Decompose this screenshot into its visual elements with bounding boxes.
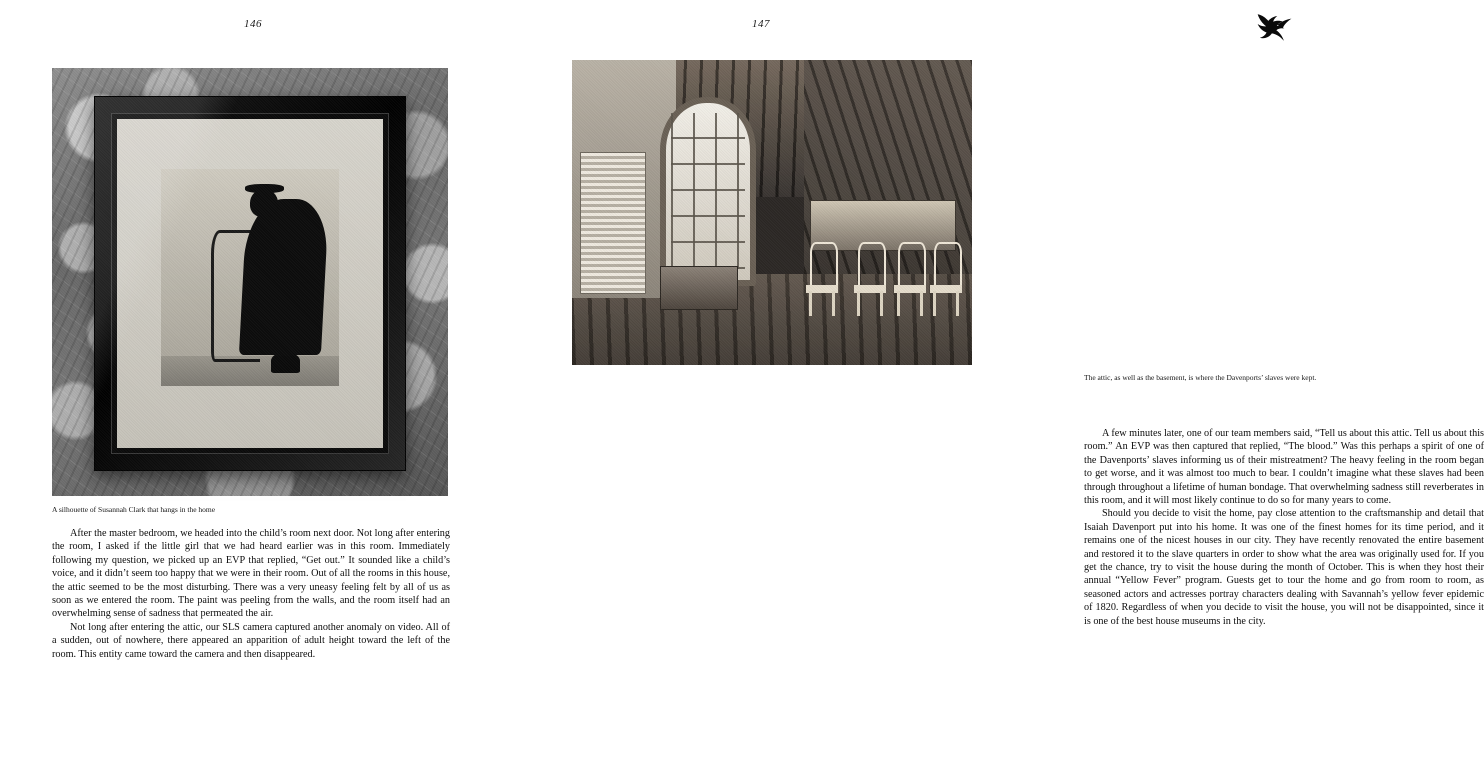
paragraph: Not long after entering the attic, our SLS camera captured another anomaly on video. All of a sudden, out of nowhere, there appeared an apparition of adult height toward the left of the room. This entity came toward the camera and then disappeared. xyxy=(52,621,450,660)
attic-interior-photo xyxy=(572,60,972,365)
paragraph: A few minutes later, one of our team members said, “Tell us about this attic. Tell us about this room.” An EVP was then captured that replied, “The blood.” Was this perhaps a spirit of one of the Davenports’ slaves informing us of their mistreatment? The heavy feeling in the room began to get worse, and it was almost too much to bear. I couldn’t imagine what these slaves had been through throughout a lifetime of human bondage. That overwhelming sadness still reverberates in this room, and it will most likely continue to do so for many years to come. xyxy=(1084,428,1484,507)
page-number-right: 147 xyxy=(752,18,770,30)
attic-chair xyxy=(804,242,840,316)
frame-mat xyxy=(117,119,383,448)
page-number-left: 146 xyxy=(244,18,262,30)
paragraph: After the master bedroom, we headed into the child’s room next door. Not long after entering the room, I asked if the little girl that we had heard earlier was in this room. Immediately following my question, we picked up an EVP that replied, “Get out.” It sounded like a child’s voice, and it didn’t seem too happy that we were in their room. Out of all the rooms in this house, the attic seemed to be the most disturbing. There was a very uneasy feeling felt by all of us as soon as we entered the room. The paint was peeling from the walls, and the room itself had an overwhelming sense of sadness that permeated the air. xyxy=(52,528,450,620)
window-shutter xyxy=(580,152,646,294)
right-page xyxy=(512,0,1484,768)
attic-trunk xyxy=(660,266,738,310)
crow-icon xyxy=(1252,8,1306,48)
attic-chair xyxy=(852,242,888,316)
framed-silhouette-photo xyxy=(52,68,448,496)
right-image-caption: The attic, as well as the basement, is where the Davenports’ slaves were kept. xyxy=(1084,373,1317,382)
left-image-caption: A silhouette of Susannah Clark that hangs in the home xyxy=(52,505,216,514)
left-body-text xyxy=(52,527,450,661)
left-page xyxy=(0,0,512,768)
frame-inner-bevel xyxy=(111,113,389,454)
silhouette-bonnet-shape xyxy=(245,184,284,193)
picture-frame xyxy=(94,96,406,471)
silhouette-table-shape xyxy=(271,271,324,345)
paragraph: Should you decide to visit the home, pay close attention to the craftsmanship and detail that Isaiah Davenport put into his home. It was one of the finest homes for its time period, and it remains one of the nicest houses in our city. They have recently renovated the entire basement and restored it to the slave quarters in order to show what the area was originally used for. If you get the chance, try to visit the house during the month of October. This is when they host their annual “Yellow Fever” program. Guests get to tour the home and go from room to room, as seasoned actors and actresses portray characters dealing with Savannah’s yellow fever epidemic of 1820. Regardless of when you decide to visit the house, you will not be disappointed, since it is one of the best house museums in the city. xyxy=(1084,508,1484,627)
arched-window xyxy=(660,97,756,286)
silhouette-artwork xyxy=(161,169,339,386)
right-body-text xyxy=(1084,427,1484,628)
artwork-ground-shadow xyxy=(161,356,339,386)
attic-chair xyxy=(928,242,964,316)
attic-chair xyxy=(892,242,928,316)
